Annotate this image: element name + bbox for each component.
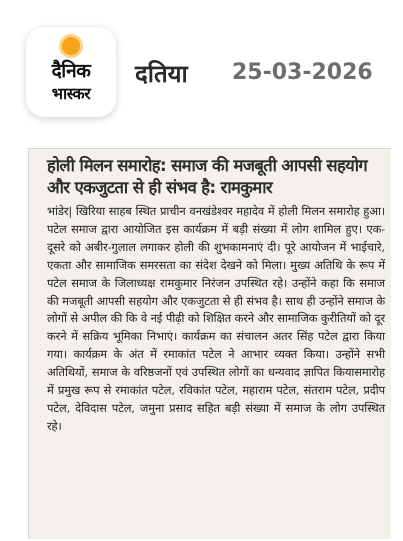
article-headline: होली मिलन समारोह: समाज की मजबूती आपसी सहयोग और एकजुटता से ही संभव है: रामकुमार — [47, 156, 368, 197]
sun-logo-icon — [62, 37, 80, 55]
dainik-bhaskar-logo[interactable] — [26, 27, 116, 117]
logo-text-line2: भास्कर — [51, 84, 91, 103]
page-header — [0, 0, 403, 122]
edition-city: दतिया — [135, 60, 188, 88]
article-body: भांडेर| खिरिया साहब स्थित प्राचीन वनखंडेश्वर महादेव में होली मिलन समारोह हुआ। पटेल समाज द्वारा आयोजित इस कार्यक्रम में बड़ी संख्या में लोग शामिल हुए। एक-दूसरे को अबीर-गुलाल लगाकर होली की शुभकामनाएं दी। पूरे आयोजन में भाईचारे, एकता और सामाजिक समरसता का संदेश देखने को मिला। मुख्य अतिथि के रूप में पटेल समाज के जिलाध्यक्ष रामकुमार निरंजन उपस्थित रहे। उन्होंने कहा कि समाज की मजबूती आपसी सहयोग और एकजुटता से ही संभव है। साथ ही उन्होंने समाज के लोगों से अपील की कि वे नई पीढ़ी को शिक्षित करने और सामाजिक कुरीतियों को दूर करने में सक्रिय भूमिका निभाएं। कार्यक्रम का संचालन अतर सिंह पटेल द्वारा किया गया। कार्यक्रम के अंत में रमाकांत पटेल ने आभार व्यक्त किया। उन्होंने सभी अतिथियों, समाज के वरिष्ठजनों एवं उपस्थित लोगों का धन्यवाद ज्ञापित कियासमारोह में प्रमुख रूप से रमाकांत पटेल, रविकांत पटेल, महाराम पटेल, संतराम पटेल, प्रदीप पटेल, देविदास पटेल, जमुना प्रसाद सहित बड़ी संख्या में समाज के लोग उपस्थित रहे। — [47, 204, 385, 433]
news-clipping — [28, 148, 391, 539]
edition-date: 25-03-2026 — [232, 60, 373, 85]
logo-text-line1: दैनिक — [51, 60, 91, 82]
